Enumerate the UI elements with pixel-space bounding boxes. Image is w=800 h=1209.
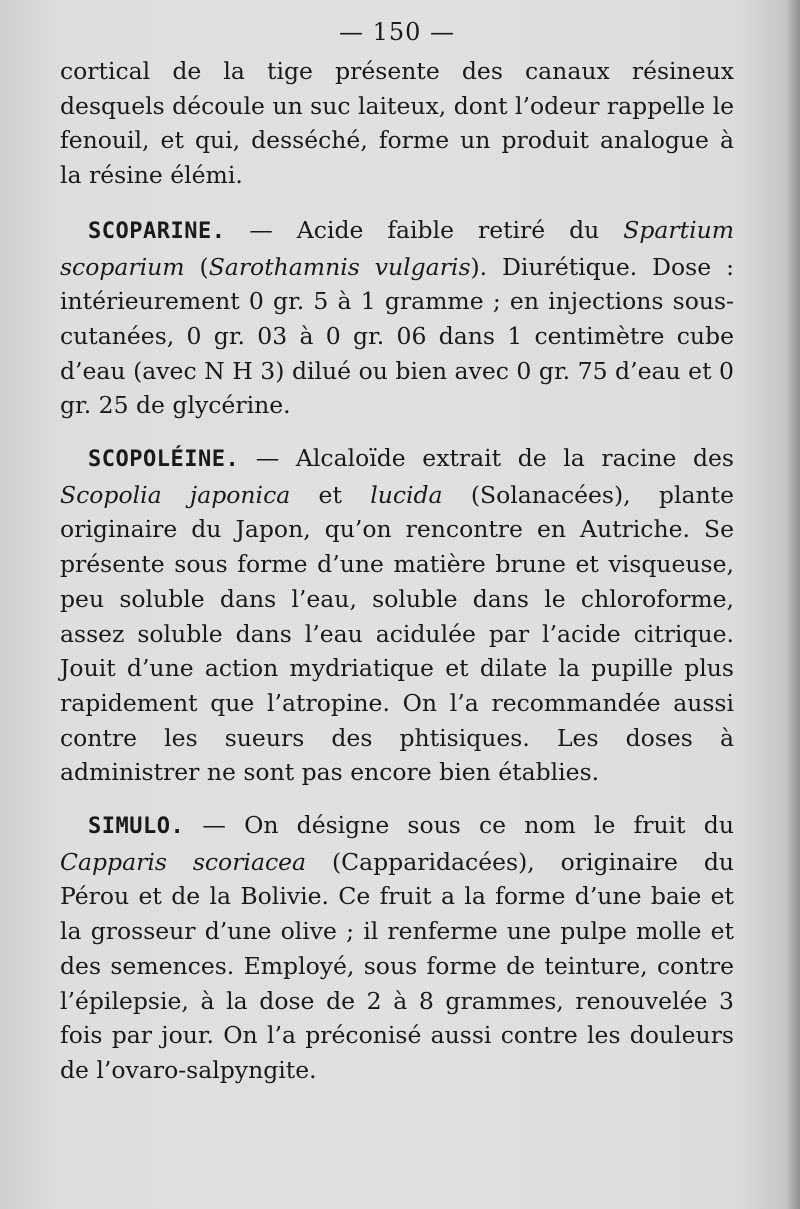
continuation-text: cortical de la tige présente des canaux résineux desquels découle un suc laiteux, dont l’odeur rappelle le fenouil, et qui, desséché, forme un produit analogue à la résine élémi. [60,57,734,190]
entry-text: — On désigne sous ce nom le fruit du [184,811,734,840]
entry-text: et [290,480,371,509]
page-number: — 150 — [338,18,456,46]
entry-text: — Acide faible retiré du [225,215,624,244]
page-edge-shadow [786,0,800,1209]
entry-scoparine [60,213,734,423]
entry-term: SIMULO. [88,814,185,840]
scientific-name: Scopolia japonica [60,480,291,509]
scientific-name: lucida [370,480,443,509]
entry-scopoleine [60,441,734,790]
scientific-name: Capparis scoriacea [60,847,307,876]
entry-text: — Alcaloïde extrait de la racine des [239,444,734,473]
entry-text: ( [184,252,209,281]
continuation-paragraph [60,54,734,193]
entry-term: SCOPOLÉINE. [88,447,240,473]
scientific-name: Spartium scoparium [60,215,734,281]
entry-text: (Solanacées), plante originaire du Japon, qu’on rencontre en Autriche. Se présente sous forme d’une matière brune et visqueuse, peu soluble dans l’eau, soluble dans le chloroforme, assez soluble dans l’eau acidulée par l’acide citrique. Jouit d’une action mydriatique et dilate la pupille plus rapidement que l’atropine. On l’a recommandée aussi contre les sueurs des phtisiques. Les doses à administrer ne sont pas encore bien établies. [60,480,734,787]
entry-text: ). Diurétique. Dose : intérieurement 0 gr. 5 à 1 gramme ; en injections sous-cutanées, 0 gr. 03 à 0 gr. 06 dans 1 centimètre cube d’eau (avec N H 3) dilué ou bien avec 0 gr. 75 d’eau et 0 gr. 25 de glycérine. [60,252,734,420]
scientific-name: Sarothamnis vulgaris [208,252,471,281]
entry-term: SCOPARINE. [88,218,226,244]
entry-text: (Capparidacées), originaire du Pérou et de la Bolivie. Ce fruit a la forme d’une baie et la grosseur d’une olive ; il renferme une pulpe molle et des semences. Employé, sous forme de teinture, contre l’épilepsie, à la dose de 2 à 8 grammes, renouvelée 3 fois par jour. On l’a préconisé aussi contre les douleurs de l’ovaro-salpyngite. [60,847,734,1084]
entry-simulo [60,808,734,1088]
